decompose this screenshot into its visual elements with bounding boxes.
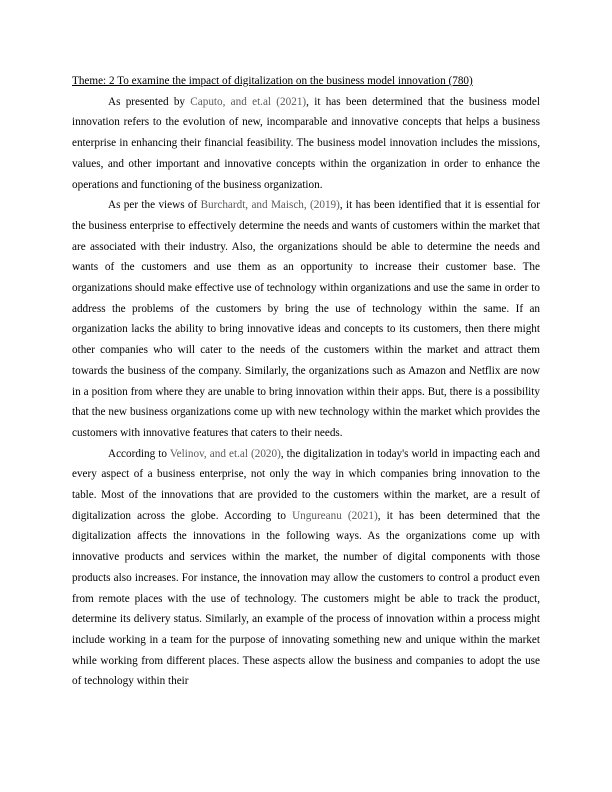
document-body [72, 71, 540, 692]
paragraph-customer-needs [72, 195, 540, 443]
paragraph-text: According to [108, 447, 170, 460]
citation-ungureanu: Ungureanu (2021) [292, 509, 378, 522]
theme-heading: Theme: 2 To examine the impact of digitalization on the business model innovation (780) [72, 75, 473, 87]
paragraph-text: , it has been determined that the digitalization affects the innovations in the following ways. As the organizations come up with innovative products and services within the market, the number of digital components with those products also increases. For instance, the innovation may allow the customers to control a product even from remote places with the use of technology. The customers might be able to track the product, determine its delivery status. Similarly, an example of the process of innovation within a process might include working in a team for the purpose of innovating something new and unique within the market while working from different places. These aspects allow the business and companies to adopt the use of technology within their [72, 509, 541, 688]
paragraph-text: As presented by [108, 95, 191, 108]
paragraph-business-model-innovation [72, 92, 540, 196]
citation-velinov: Velinov, and et.al (2020) [169, 447, 281, 460]
citation-caputo: Caputo, and et.al (2021) [190, 95, 307, 108]
paragraph-text: , the digitalization in today's world in impacting each and every aspect of a business enterprise, not only the way in which companies bring innovation to the table. Most of the innovations that are provided to the customers within the market, are a result of digitalization across the globe. According to [72, 447, 540, 522]
paragraph-text: As per the views of [108, 199, 201, 212]
paragraph-text: , it has been identified that it is essential for the business enterprise to effectively determine the needs and wants of customers within the market that are associated with their industry. Also, the organizations should be able to determine the needs and wants of the customers and use them as an opportunity to increase their customer base. The organizations should make effective use of technology within organizations and use the same in order to address the problems of the customers by bring the use of technology within the same. If an organization lacks the ability to bring innovative ideas and concepts to its customers, then there might other companies who will cater to the needs of the customers within the market and attract them towards the business of the company. Similarly, the organizations such as Amazon and Netflix are now in a position from where they are unable to bring innovation within their apps. But, there is a possibility that the new business organizations come up with new technology within the market which provides the customers with innovative features that caters to their needs. [72, 199, 541, 439]
paragraph-text: , it has been determined that the business model innovation refers to the evolution of new, incomparable and innovative concepts that helps a business enterprise in enhancing their financial feasibility. The business model innovation includes the missions, values, and other important and innovative concepts within the organization in order to enhance the operations and functioning of the business organization. [72, 95, 540, 191]
citation-burchardt: Burchardt, and Maisch, (2019) [200, 199, 340, 212]
paragraph-digitalization-impact [72, 444, 540, 692]
